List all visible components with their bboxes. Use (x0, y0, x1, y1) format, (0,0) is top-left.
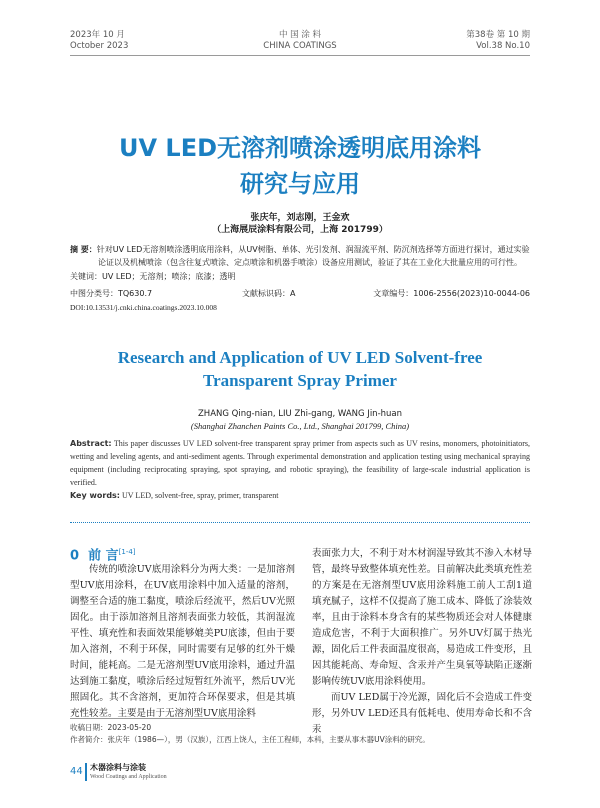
english-affiliation: (Shanghai Zhanchen Paints Co., Ltd., Shanghai 201799, China) (190, 421, 410, 431)
footer-journal-cn: 木器涂料与涂装 (90, 763, 146, 772)
doi[interactable]: DOI:10.13531/j.cnki.china.coatings.2023.10.008 (70, 303, 217, 312)
received-date: 收稿日期：2023-05-20 (70, 723, 152, 732)
body-paragraph: 而UV LED属于冷光源，固化后不会造成工件变形，另外UV LED还具有低耗电、使用寿命长和不含汞 (312, 692, 532, 735)
page-number: 44 (70, 766, 83, 777)
chinese-title-line-1: UV LED无溶剂喷涂透明底用涂料 (118, 134, 482, 162)
chinese-abstract-line-2: 论证以及机械喷涂（包含往复式喷涂、定点喷涂和机器手喷涂）设备应用测试，验证了其在工业化大批量应用的可行性。 (98, 258, 522, 267)
body-paragraph: 传统的喷涂UV底用涂料分为两大类：一是加溶剂型UV底用涂料，在UV底用涂料中加入适量的溶剂，调整至合适的施工黏度，喷涂后经流平，然后UV光照固化。由于添加溶剂且溶剂表面张力较低，其润湿流平性、填充性和表面效果能够媲美PU底漆，但由于要加入溶剂，不利于环保，同时需要有足够的红外干燥时间，能耗高。二是无溶剂型UV底用涂料，通过升温达到施工黏度，喷涂后经过短暂红外流平，然后UV光照固化。其不含溶剂，更加符合环保要求，但是其填充性较差。主要是由于无溶剂型UV底用涂料 (70, 564, 295, 719)
section-divider (70, 522, 530, 523)
chinese-abstract-line-1: 针对UV LED无溶剂喷涂透明底用涂料，从UV树脂、单体、光引发剂、润湿流平剂、防沉剂选择等方面进行探讨，通过实验 (96, 245, 530, 254)
header-journal (70, 30, 530, 52)
chinese-keywords-label: 关键词： (70, 272, 102, 281)
english-keywords (70, 490, 530, 502)
footnote-divider (70, 718, 250, 719)
running-header (70, 30, 530, 58)
chinese-title (70, 130, 530, 202)
article-number: 文章编号：1006-2556(2023)10-0044-06 (373, 289, 530, 298)
header-date-en: October 2023 (70, 41, 129, 51)
chinese-affiliation: （上海展辰涂料有限公司，上海 201799） (212, 225, 388, 235)
header-journal-cn: 中 国 涂 料 (278, 30, 322, 40)
clc-number: 中图分类号：TQ630.7 (70, 289, 153, 298)
chinese-abstract (70, 243, 530, 269)
footer-accent-bar (85, 763, 87, 781)
section-number: 0 (70, 548, 80, 564)
footer-journal-en: Wood Coatings and Application (90, 774, 167, 780)
english-abstract-label: Abstract: (70, 439, 112, 448)
chinese-abstract-label: 摘 要： (70, 245, 97, 254)
chinese-keywords (70, 271, 530, 283)
section-title: 前 言 (88, 548, 119, 564)
english-keywords-text: UV LED, solvent-free, spray, primer, transparent (122, 491, 279, 500)
document-code: 文献标识码：A (242, 289, 296, 298)
body-column-right (312, 546, 532, 738)
body-column-left (70, 562, 295, 722)
header-volume (466, 30, 530, 52)
header-vol-cn: 第38卷 第 10 期 (466, 30, 530, 40)
header-vol-en: Vol.38 No.10 (476, 41, 530, 51)
header-journal-en: CHINA COATINGS (263, 41, 337, 51)
english-title-line-1: Research and Application of UV LED Solvent-free (117, 348, 483, 367)
section-citation[interactable]: [1-4] (118, 548, 136, 556)
author-introduction: 作者简介：张庆年（1986—），男（汉族），江西上饶人，主任工程师，本科，主要从事木器UV涂料的研究。 (70, 735, 430, 744)
footnote (70, 722, 530, 746)
english-authors: ZHANG Qing-nian, LIU Zhi-gang, WANG Jin-huan (197, 409, 403, 419)
chinese-title-line-2: 研究与应用 (240, 170, 360, 198)
chinese-authors: 张庆年，刘志刚，王金欢 (250, 213, 350, 223)
english-title (70, 346, 530, 392)
chinese-keywords-text: UV LED；无溶剂；喷涂；底漆；透明 (102, 272, 236, 281)
english-abstract-text: This paper discusses UV LED solvent-free transparent spray primer from aspects such as UV resins, monomers, photoinitiators, wetting and leveling agents, and anti-sediment agents. Through experimental demonstration and application testing using mechanical spraying equipment (including reciprocating spraying, spot spraying, and robotic spraying), the feasibility of large-scale industrial application is verified. (70, 439, 530, 487)
body-paragraph: 表面张力大，不利于对木材润湿导致其不渗入木材导管，最终导致整体填充性差。目前解决此类填充性差的方案是在无溶剂型UV底用涂料施工前人工刮1道填充腻子，这样不仅提高了施工成本、降低了涂装效率，且由于涂料本身含有的某些物质还会对人体健康造成危害，不利于大面积推广。另外UV灯属于热光源，固化后工件表面温度很高，易造成工件变形，且因其能耗高、寿命短、含汞并产生臭氧等缺陷正逐渐影响传统UV底用涂料使用。 (312, 548, 532, 687)
english-keywords-label: Key words: (70, 491, 121, 500)
header-divider (70, 55, 530, 56)
header-date-cn: 2023年 10 月 (70, 30, 125, 40)
english-title-line-2: Transparent Spray Primer (203, 371, 397, 390)
english-abstract (70, 437, 530, 489)
